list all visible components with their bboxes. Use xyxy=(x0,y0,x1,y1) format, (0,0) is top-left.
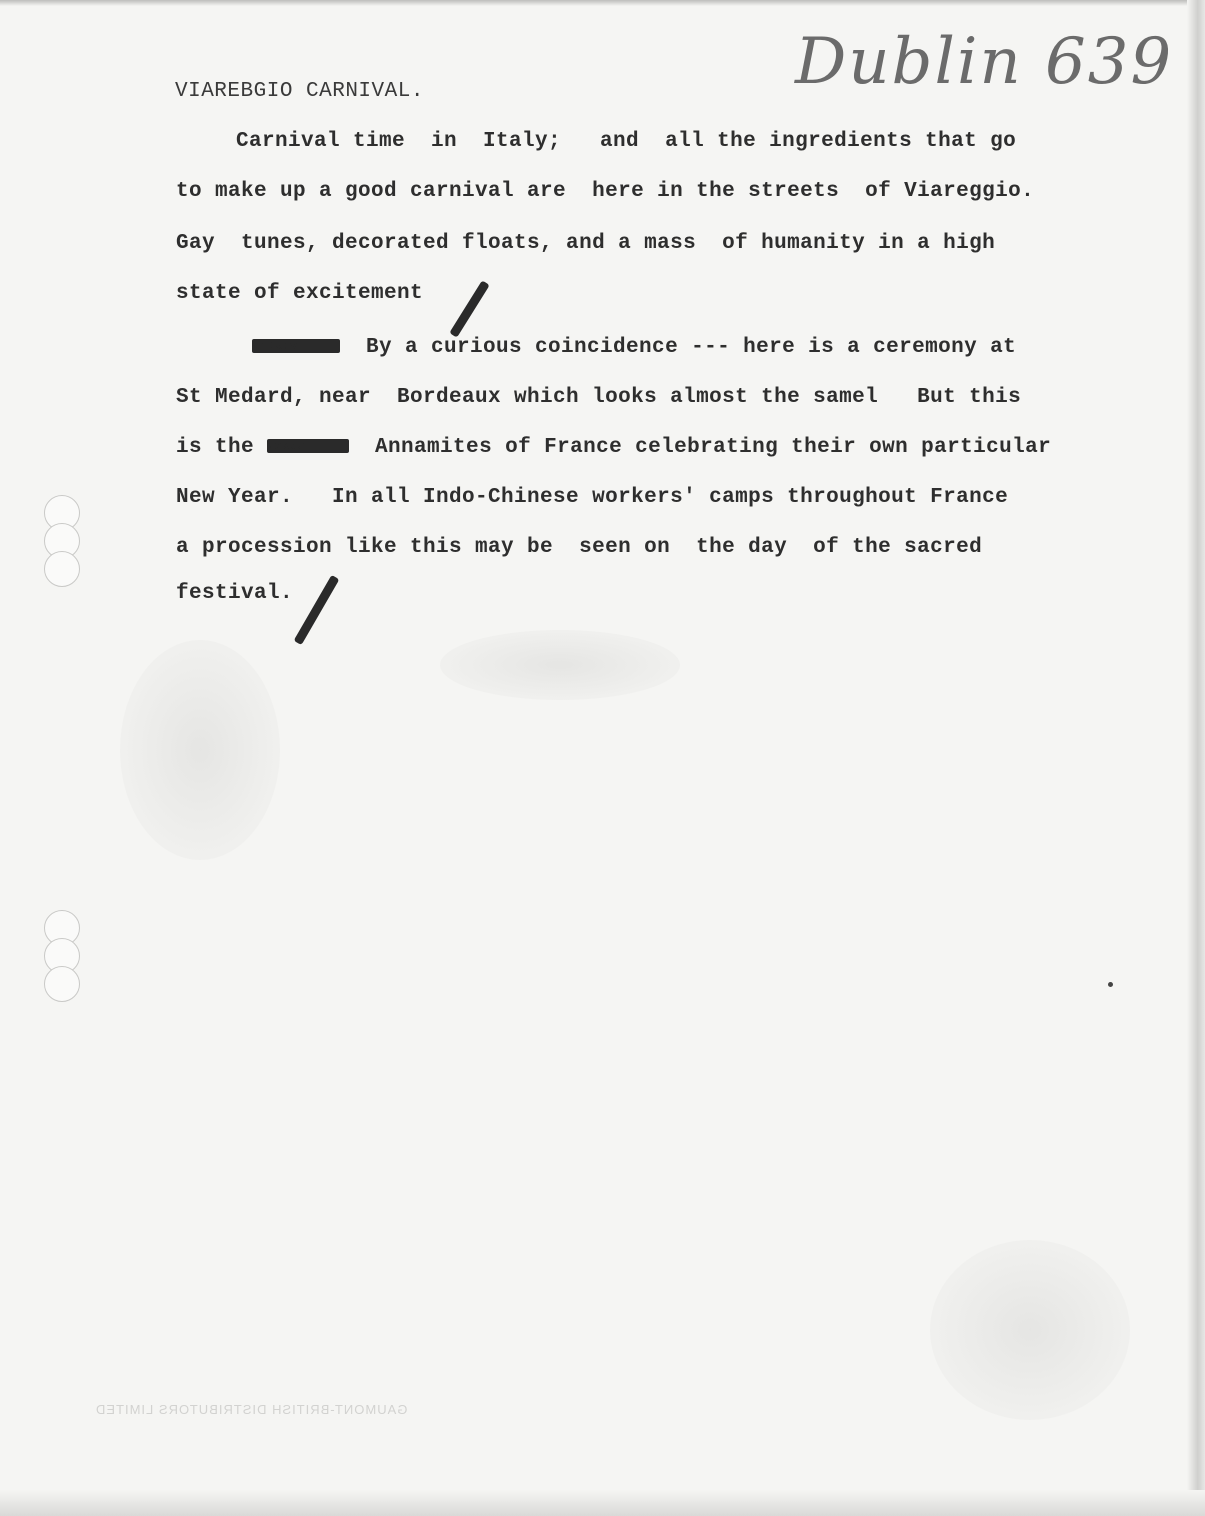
paragraph-2-line-3-end: Annamites of France celebrating their own particular xyxy=(375,436,1052,459)
paragraph-1-line-2: to make up a good carnival are here in the streets of Viareggio. xyxy=(176,180,1035,203)
handwritten-note: Dublin 639 xyxy=(795,25,1174,99)
document-title: VIAREBGIO CARNIVAL. xyxy=(175,80,424,103)
paragraph-2-line-4: New Year. In all Indo-Chinese workers' camps throughout France xyxy=(176,486,1009,509)
page-edge-top xyxy=(0,0,1205,6)
page-edge-bottom xyxy=(0,1490,1205,1516)
edit-slash-mark xyxy=(294,575,340,645)
edit-slash-mark xyxy=(449,280,489,337)
punch-hole xyxy=(44,551,80,587)
paper-stain xyxy=(930,1240,1130,1420)
paragraph-1-line-1: Carnival time in Italy; and all the ingredients that go xyxy=(236,130,1017,153)
paper-stain xyxy=(120,640,280,860)
bleed-through-text: GAUMONT-BRITISH DISTRIBUTORS LIMITED xyxy=(95,1402,408,1417)
paragraph-2-line-3-start: is the xyxy=(176,436,255,459)
paragraph-2-line-2: St Medard, near Bordeaux which looks almost the samel But this xyxy=(176,386,1022,409)
paper-stain xyxy=(440,630,680,700)
struck-word: zxxxx xyxy=(267,439,349,453)
ink-speck xyxy=(1108,982,1113,987)
paragraph-2-line-1 xyxy=(252,336,1016,359)
paragraph-2-line-5: a procession like this may be seen on the day of the sacred xyxy=(176,536,983,559)
struck-word: andxby xyxy=(252,339,340,353)
paragraph-1-line-4: state of excitement xyxy=(176,282,424,305)
paragraph-2-line-3 xyxy=(176,436,1051,459)
punch-hole xyxy=(44,966,80,1002)
page-edge-right xyxy=(1187,0,1205,1516)
paragraph-2-line-1-text: By a curious coincidence --- here is a ceremony at xyxy=(366,336,1017,359)
paragraph-2-line-6: festival. xyxy=(176,582,294,605)
paragraph-1-line-3: Gay tunes, decorated floats, and a mass of humanity in a high xyxy=(176,232,996,255)
